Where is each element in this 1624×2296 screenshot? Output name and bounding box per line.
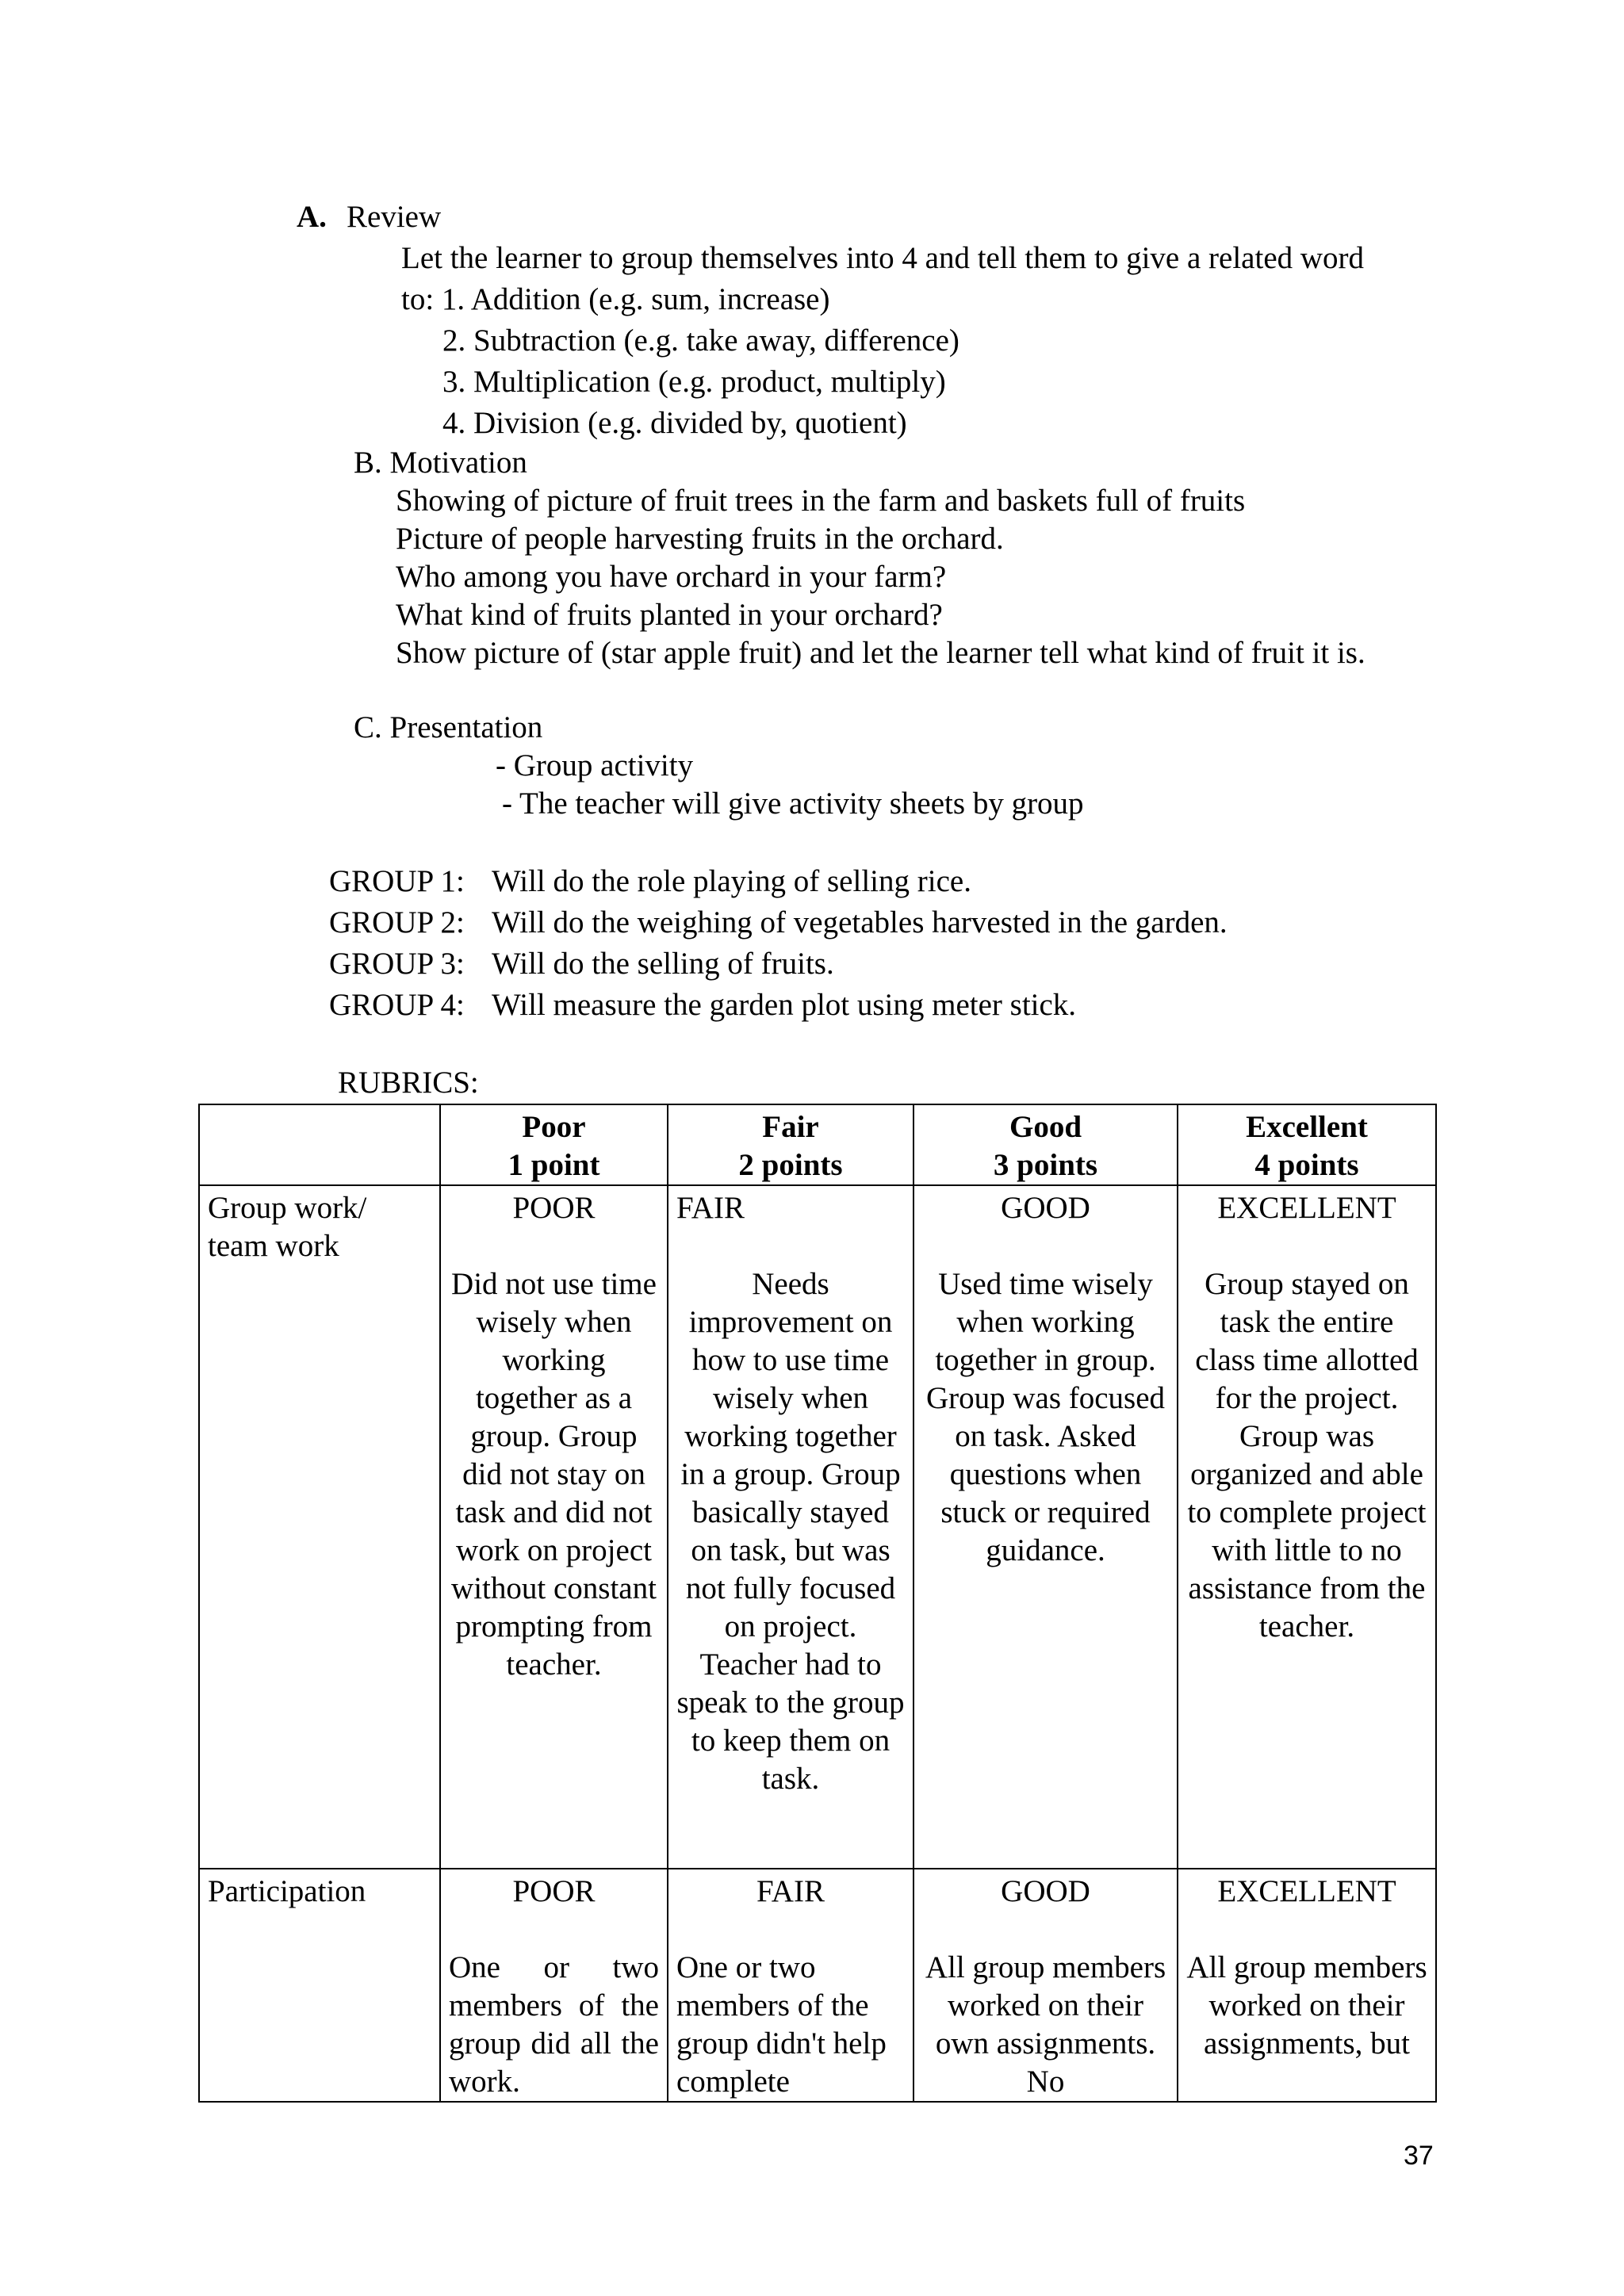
review-intro-line1: Let the learner to group themselves into 4 and tell them to give a related word	[401, 241, 1365, 275]
rubric-header-good	[914, 1104, 1178, 1185]
header-level: Poor	[522, 1110, 586, 1144]
group-task: Will do the role playing of selling rice.	[492, 864, 971, 898]
header-points: 2 points	[738, 1148, 843, 1182]
rubric-row-group-work	[199, 1185, 1436, 1869]
motivation-line: Picture of people harvesting fruits in the orchard.	[396, 522, 1004, 556]
presentation-bullet: - The teacher will give activity sheets by group	[502, 786, 1084, 821]
header-level: Excellent	[1246, 1110, 1368, 1144]
criterion-cell: Participation	[199, 1869, 440, 2102]
page-number: 37	[1404, 2141, 1434, 2171]
cell-text: All group members worked on their assignments, but	[1186, 1950, 1427, 2061]
group-task: Will do the weighing of vegetables harvested in the garden.	[492, 905, 1228, 939]
rubric-header-poor	[440, 1104, 668, 1185]
group-label: GROUP 4:	[329, 988, 465, 1022]
motivation-line: What kind of fruits planted in your orchard?	[396, 598, 943, 632]
presentation-bullet: - Group activity	[496, 748, 694, 783]
header-points: 1 point	[508, 1148, 600, 1182]
rubric-cell-fair	[668, 1869, 914, 2102]
cell-text: Group stayed on task the entire class time allotted for the project. Group was organized and able to complete project with little to no assistance from the teacher.	[1187, 1267, 1427, 1644]
motivation-heading: B. Motivation	[354, 446, 527, 480]
rubric-cell-fair	[668, 1185, 914, 1869]
rubric-table	[198, 1104, 1437, 2103]
motivation-line: Show picture of (star apple fruit) and let the learner tell what kind of fruit it is.	[396, 636, 1365, 670]
cell-level: GOOD	[1001, 1191, 1090, 1225]
cell-text: Used time wisely when working together in group. Group was focused on task. Asked questions when stuck or required guidance.	[925, 1267, 1166, 1567]
review-item: 2. Subtraction (e.g. take away, difference)	[442, 323, 959, 358]
cell-text: All group members worked on their own assignments. No	[925, 1950, 1166, 2099]
cell-level: EXCELLENT	[1217, 1874, 1396, 1908]
motivation-line: Who among you have orchard in your farm?	[396, 560, 947, 594]
group-task: Will measure the garden plot using meter stick.	[492, 988, 1077, 1022]
cell-text: One or two members of the group didn't help complete	[676, 1950, 887, 2099]
cell-level: POOR	[512, 1191, 596, 1225]
header-level: Good	[1009, 1110, 1082, 1144]
review-item: 4. Division (e.g. divided by, quotient)	[442, 406, 907, 440]
criterion-cell: Group work/ team work	[199, 1185, 440, 1869]
review-heading: Review	[347, 200, 442, 234]
rubric-header-row	[199, 1104, 1436, 1185]
rubric-cell-excellent	[1178, 1185, 1436, 1869]
review-intro-line2: to: 1. Addition (e.g. sum, increase)	[401, 282, 830, 316]
rubric-row-participation	[199, 1869, 1436, 2102]
presentation-heading: C. Presentation	[354, 710, 543, 744]
rubric-cell-poor	[440, 1185, 668, 1869]
cell-text: Did not use time wisely when working together as a group. Group did not stay on task and did not work on project without constant prompting from teacher.	[451, 1267, 657, 1682]
header-level: Fair	[762, 1110, 819, 1144]
review-item: 3. Multiplication (e.g. product, multiply)	[442, 365, 946, 399]
rubric-cell-good	[914, 1185, 1178, 1869]
rubric-cell-poor	[440, 1869, 668, 2102]
cell-level: EXCELLENT	[1217, 1191, 1396, 1225]
group-label: GROUP 3:	[329, 947, 465, 981]
rubric-header-fair	[668, 1104, 914, 1185]
header-points: 3 points	[993, 1148, 1098, 1182]
rubric-header-excellent	[1178, 1104, 1436, 1185]
review-marker: A.	[297, 200, 327, 234]
rubric-cell-good	[914, 1869, 1178, 2102]
motivation-line: Showing of picture of fruit trees in the farm and baskets full of fruits	[396, 484, 1246, 518]
group-label: GROUP 2:	[329, 905, 465, 939]
cell-level: POOR	[512, 1874, 596, 1908]
cell-text: Needs improvement on how to use time wisely when working together in a group. Group basically stayed on task, but was not fully focused on project. Teacher had to speak to the group to keep them on task.	[676, 1267, 905, 1796]
rubrics-label: RUBRICS:	[338, 1066, 479, 1100]
rubric-cell-excellent	[1178, 1869, 1436, 2102]
header-points: 4 points	[1254, 1148, 1359, 1182]
rubric-header-blank	[199, 1104, 440, 1185]
cell-level: FAIR	[756, 1874, 825, 1908]
cell-level: FAIR	[676, 1191, 745, 1225]
group-task: Will do the selling of fruits.	[492, 947, 834, 981]
cell-text: One or two members of the group did all the work.	[449, 1950, 659, 2099]
cell-level: GOOD	[1001, 1874, 1090, 1908]
group-label: GROUP 1:	[329, 864, 465, 898]
